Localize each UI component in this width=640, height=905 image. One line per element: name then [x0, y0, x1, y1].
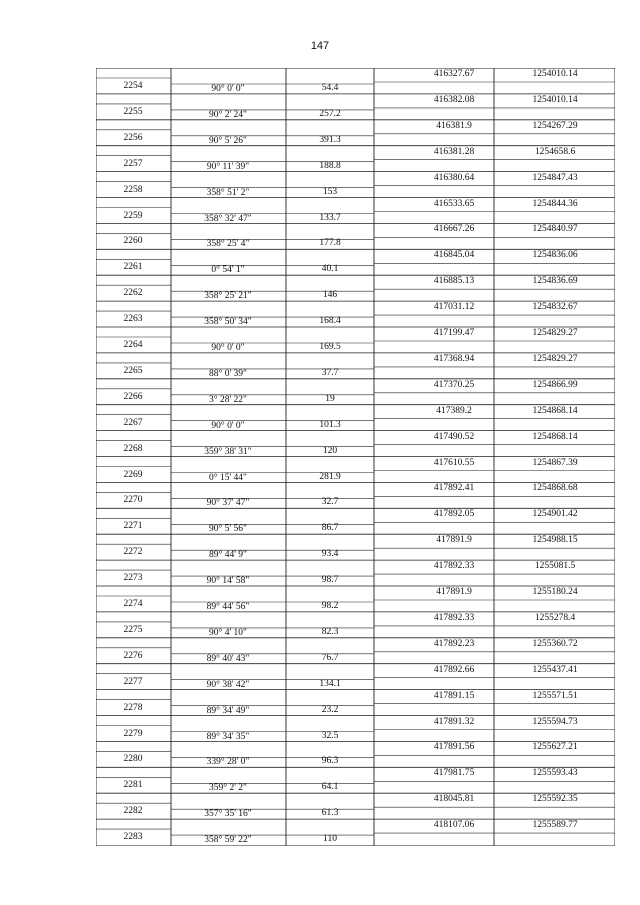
cell-distance: 101.3 [319, 419, 341, 430]
cell-distance: 61.3 [321, 808, 339, 819]
cell-y: 1255278.4 [534, 612, 576, 623]
page-number: 147 [310, 40, 330, 52]
cell-bearing: 358° 51' 2" [206, 187, 250, 198]
cell-x: 417892.05 [433, 509, 475, 520]
cell-x: 417892.23 [433, 638, 475, 649]
cell-bearing: 90° 38' 42" [206, 679, 250, 690]
cell-bearing: 89° 34' 49" [206, 705, 250, 716]
cell-y: 1254866.99 [532, 379, 578, 390]
cell-point: 2283 [123, 832, 143, 843]
cell-y: 1255589.77 [532, 820, 578, 831]
cell-x: 418045.81 [433, 794, 475, 805]
cell-point: 2261 [123, 262, 143, 273]
cell-y: 1254836.69 [532, 276, 578, 287]
cell-x: 417891.32 [433, 716, 475, 727]
cell-x: 417490.52 [433, 431, 475, 442]
cell-distance: 82.3 [321, 626, 339, 637]
cell-x: 417199.47 [433, 328, 475, 338]
cell-y: 1254829.27 [532, 353, 578, 364]
cell-point: 2274 [123, 599, 143, 609]
cell-distance: 93.4 [321, 549, 339, 560]
cell-x: 416885.13 [433, 276, 475, 287]
cell-x: 417610.55 [433, 457, 475, 468]
cell-bearing: 90° 11' 39" [206, 161, 250, 172]
cell-distance: 37.7 [321, 367, 339, 378]
cell-y: 1255360.72 [532, 638, 578, 649]
cell-y: 1254867.39 [532, 457, 578, 468]
cell-bearing: 90° 4' 10" [209, 627, 247, 638]
cell-x: 416381.9 [436, 120, 472, 131]
cell-bearing: 90° 0' 0" [211, 84, 245, 94]
cell-bearing: 90° 2' 24" [209, 109, 247, 120]
cell-point: 2264 [123, 340, 143, 350]
cell-bearing: 0° 15' 44" [209, 472, 247, 483]
coordinate-table [96, 68, 615, 846]
cell-x: 417389.2 [436, 405, 472, 416]
cell-point: 2277 [123, 676, 143, 687]
cell-x: 417892.33 [433, 561, 475, 572]
cell-y: 1254658.6 [534, 146, 576, 157]
cell-point: 2275 [123, 624, 143, 635]
cell-x: 417891.56 [433, 742, 475, 753]
cell-bearing: 89° 44' 9" [209, 550, 247, 561]
cell-y: 1255592.35 [532, 794, 578, 805]
cell-y: 1255571.51 [532, 690, 578, 701]
cell-y: 1255081.5 [534, 561, 576, 572]
cell-distance: 177.8 [319, 238, 341, 249]
cell-bearing: 3° 28' 22" [209, 394, 247, 405]
cell-bearing: 89° 34' 35" [206, 731, 250, 742]
cell-distance: 153 [322, 186, 338, 197]
cell-point: 2282 [123, 806, 143, 817]
cell-x: 416327.67 [433, 69, 475, 79]
cell-distance: 40.1 [321, 264, 339, 275]
cell-y: 1254010.14 [532, 69, 578, 79]
cell-point: 2267 [123, 417, 143, 428]
cell-x: 417031.12 [433, 302, 475, 313]
cell-bearing: 359° 2' 2" [209, 783, 247, 794]
cell-y: 1255627.21 [532, 742, 578, 753]
cell-point: 2276 [123, 650, 143, 661]
cell-point: 2258 [123, 184, 143, 195]
cell-y: 1254988.15 [532, 535, 578, 546]
cell-distance: 133.7 [319, 212, 341, 223]
cell-x: 417981.75 [433, 768, 475, 779]
cell-distance: 23.2 [321, 704, 339, 715]
cell-distance: 32.5 [321, 730, 339, 741]
cell-bearing: 359° 38' 31" [204, 446, 252, 457]
cell-x: 418107.06 [433, 820, 475, 831]
cell-point: 2263 [123, 314, 143, 325]
cell-bearing: 0° 54' 1" [211, 265, 245, 276]
cell-y: 1254868.68 [532, 483, 578, 494]
cell-point: 2262 [123, 288, 143, 299]
cell-bearing: 358° 25' 4" [206, 239, 250, 250]
cell-bearing: 358° 59' 22" [204, 835, 252, 846]
cell-point: 2280 [123, 754, 143, 765]
cell-distance: 169.5 [319, 342, 341, 352]
cell-point: 2255 [123, 106, 143, 117]
cell-y: 1255594.73 [532, 716, 578, 727]
cell-distance: 19 [325, 393, 335, 404]
cell-distance: 98.2 [321, 601, 339, 611]
cell-point: 2254 [123, 81, 143, 91]
cell-point: 2269 [123, 469, 143, 480]
cell-bearing: 357° 35' 16" [204, 809, 252, 820]
cell-y: 1254868.14 [532, 405, 578, 416]
cell-point: 2278 [123, 702, 143, 713]
cell-y: 1254267.29 [532, 120, 578, 131]
cell-y: 1254010.14 [532, 94, 578, 105]
cell-distance: 391.3 [319, 134, 341, 145]
cell-distance: 86.7 [321, 523, 339, 534]
cell-x: 416380.64 [433, 172, 475, 183]
cell-y: 1254832.67 [532, 302, 578, 313]
cell-y: 1255180.24 [532, 587, 578, 597]
cell-x: 417891.9 [436, 535, 472, 546]
cell-x: 416381.28 [433, 146, 475, 157]
cell-bearing: 90° 5' 56" [209, 524, 247, 535]
cell-y: 1254901.42 [532, 509, 578, 520]
cell-x: 417370.25 [433, 379, 475, 390]
cell-distance: 146 [322, 290, 338, 301]
cell-point: 2268 [123, 443, 143, 454]
cell-y: 1254836.06 [532, 250, 578, 261]
cell-distance: 76.7 [321, 652, 339, 663]
cell-y: 1254868.14 [532, 431, 578, 442]
cell-bearing: 90° 0' 0" [211, 343, 245, 353]
cell-distance: 120 [322, 445, 338, 456]
cell-point: 2256 [123, 132, 143, 143]
cell-bearing: 89° 40' 43" [206, 653, 250, 664]
cell-distance: 257.2 [319, 108, 341, 119]
cell-distance: 134.1 [319, 678, 341, 689]
cell-x: 417892.41 [433, 483, 475, 494]
cell-x: 417891.15 [433, 690, 475, 701]
cell-bearing: 339° 28' 0" [206, 757, 250, 768]
cell-bearing: 358° 25' 21" [204, 291, 252, 302]
cell-point: 2260 [123, 236, 143, 247]
cell-distance: 110 [323, 834, 337, 845]
cell-point: 2281 [123, 780, 143, 791]
cell-x: 417368.94 [433, 353, 475, 364]
cell-y: 1254847.43 [532, 172, 578, 183]
cell-distance: 98.7 [321, 575, 339, 586]
cell-bearing: 358° 50' 34" [204, 317, 252, 328]
cell-bearing: 90° 0' 0" [211, 420, 245, 431]
cell-y: 1254829.27 [532, 328, 578, 338]
cell-x: 417891.9 [436, 587, 472, 597]
cell-point: 2272 [123, 547, 143, 558]
cell-y: 1254844.36 [532, 198, 578, 209]
cell-distance: 168.4 [319, 316, 341, 327]
cell-distance: 64.1 [321, 782, 339, 793]
cell-bearing: 88° 0' 39" [209, 368, 247, 379]
cell-bearing: 358° 32' 47" [204, 213, 252, 224]
cell-distance: 281.9 [319, 471, 341, 482]
cell-point: 2271 [123, 521, 143, 532]
cell-distance: 54.4 [321, 83, 339, 93]
cell-y: 1254840.97 [532, 224, 578, 235]
cell-x: 416667.26 [433, 224, 475, 235]
cell-y: 1255593.43 [532, 768, 578, 779]
cell-bearing: 90° 5' 26" [209, 135, 247, 146]
cell-x: 416382.08 [433, 94, 475, 105]
cell-y: 1255437.41 [532, 664, 578, 675]
cell-bearing: 89° 44' 56" [206, 602, 250, 612]
cell-distance: 96.3 [321, 756, 339, 767]
cell-point: 2273 [123, 573, 143, 584]
cell-point: 2279 [123, 728, 143, 739]
cell-point: 2265 [123, 365, 143, 376]
cell-x: 417892.33 [433, 612, 475, 623]
cell-bearing: 90° 37' 47" [206, 498, 250, 509]
cell-point: 2257 [123, 158, 143, 169]
cell-distance: 188.8 [319, 160, 341, 171]
cell-bearing: 90° 14' 58" [206, 576, 250, 587]
cell-x: 416533.65 [433, 198, 475, 209]
cell-distance: 32.7 [321, 497, 339, 508]
cell-point: 2270 [123, 495, 143, 506]
cell-point: 2266 [123, 391, 143, 402]
cell-x: 417892.66 [433, 664, 475, 675]
cell-x: 416845.04 [433, 250, 475, 261]
cell-point: 2259 [123, 210, 143, 221]
